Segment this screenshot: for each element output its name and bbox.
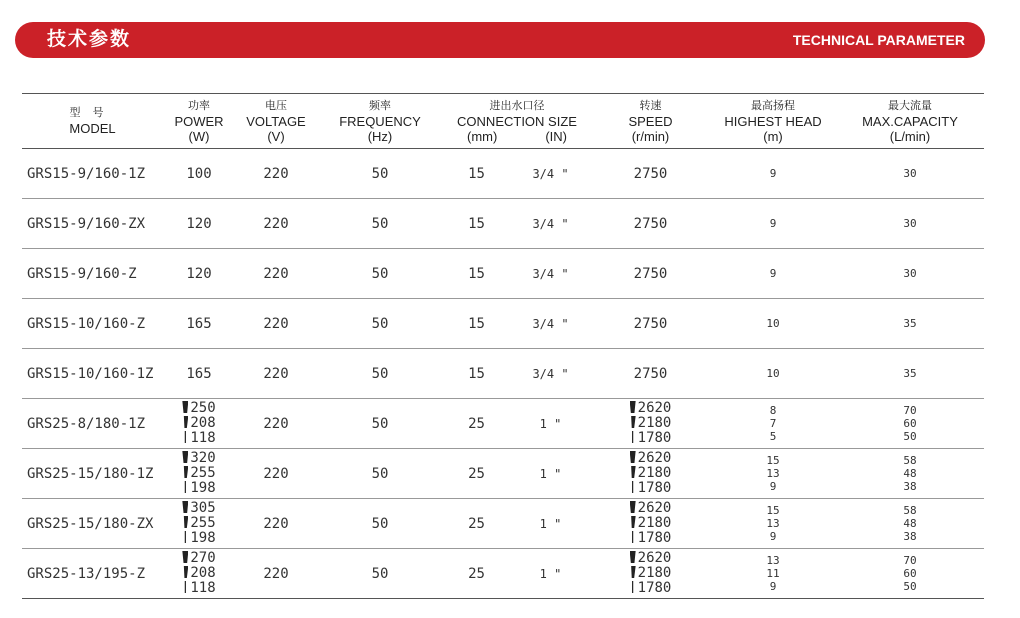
table-row <box>22 149 984 199</box>
table-header-row <box>22 94 984 149</box>
stack-value: 198 <box>190 530 216 546</box>
connection-mm-cell: 25 <box>468 565 485 582</box>
stack-value: 2620 <box>637 400 672 416</box>
speed-cell <box>591 449 710 499</box>
stack-line <box>630 566 672 581</box>
section-banner <box>15 22 985 58</box>
capacity-cell <box>836 549 984 599</box>
speed-level-icon <box>630 416 636 428</box>
connection-mm-cell: 25 <box>468 515 485 532</box>
speed-level-icon <box>182 581 188 593</box>
stack-line <box>766 567 779 580</box>
stack-value: 118 <box>190 580 216 596</box>
power-cell <box>163 449 235 499</box>
power-cell <box>163 499 235 549</box>
connection-mm-cell: 15 <box>468 365 485 382</box>
connection-inch-cell: 3/4 " <box>532 366 569 381</box>
stack-line <box>770 417 777 430</box>
stack-line <box>182 481 215 496</box>
power-cell: 165 <box>186 365 212 382</box>
voltage-cell: 220 <box>263 565 289 582</box>
capacity-cell: 35 <box>903 367 917 380</box>
connection-inch-cell: 3/4 " <box>532 216 569 231</box>
capacity-cell: 30 <box>903 167 917 180</box>
power-cell: 165 <box>186 315 212 332</box>
stack-line <box>182 566 215 581</box>
stack-value: 50 <box>903 580 917 593</box>
stack-line <box>630 516 672 531</box>
speed-level-icon <box>630 551 636 563</box>
stack-value: 13 <box>766 517 780 530</box>
header-model: 型号 MODEL <box>69 107 116 136</box>
connection-mm-cell: 25 <box>468 465 485 482</box>
voltage-cell: 220 <box>263 215 289 232</box>
stack-line <box>630 466 672 481</box>
table-row <box>22 349 984 399</box>
voltage-cell: 220 <box>263 365 289 382</box>
voltage-cell: 220 <box>263 415 289 432</box>
stack-line <box>182 416 215 431</box>
stack-value: 1780 <box>637 430 672 446</box>
connection-inch-cell: 1 " <box>539 516 562 531</box>
stack-line <box>903 417 916 430</box>
head-cell: 9 <box>769 217 777 230</box>
speed-level-icon <box>630 431 636 443</box>
stack-line <box>903 530 916 543</box>
speed-stack <box>630 401 672 446</box>
voltage-cell: 220 <box>263 315 289 332</box>
capacity-stack <box>903 504 916 543</box>
section-title-cn: 技术参数 <box>47 29 132 50</box>
stack-value: 48 <box>903 517 917 530</box>
stack-value: 15 <box>766 504 780 517</box>
speed-cell: 2750 <box>633 215 668 232</box>
stack-line <box>182 551 215 566</box>
stack-value: 13 <box>766 554 780 567</box>
table-row <box>22 299 984 349</box>
capacity-stack <box>903 554 916 593</box>
connection-inch-cell: 3/4 " <box>532 166 569 181</box>
speed-level-icon <box>182 416 188 428</box>
stack-line <box>766 554 779 567</box>
speed-cell <box>591 499 710 549</box>
stack-line <box>182 501 215 516</box>
frequency-cell: 50 <box>371 565 389 582</box>
frequency-cell: 50 <box>371 415 389 432</box>
stack-value: 48 <box>903 467 917 480</box>
connection-mm-cell: 25 <box>468 415 485 432</box>
stack-line <box>770 430 777 443</box>
header-max-capacity: 最大流量 MAX.CAPACITY (L/min) <box>862 99 958 144</box>
stack-value: 208 <box>190 415 216 431</box>
head-stack <box>770 404 777 443</box>
stack-line <box>182 466 215 481</box>
speed-cell <box>591 399 710 449</box>
frequency-cell: 50 <box>371 365 389 382</box>
stack-line <box>903 580 916 593</box>
capacity-cell: 35 <box>903 317 917 330</box>
stack-value: 250 <box>190 400 216 416</box>
stack-line <box>903 554 916 567</box>
stack-value: 70 <box>903 554 917 567</box>
speed-cell: 2750 <box>633 365 668 382</box>
model-cell: GRS25-13/195-Z <box>27 565 146 582</box>
model-cell: GRS15-9/160-Z <box>27 265 137 282</box>
stack-line <box>182 516 215 531</box>
header-connection-size: 进出水口径 CONNECTION SIZE (mm) (IN) <box>457 99 577 144</box>
connection-inch-cell: 1 " <box>539 566 562 581</box>
power-stack <box>182 401 215 446</box>
stack-value: 11 <box>766 567 780 580</box>
stack-value: 255 <box>190 465 216 481</box>
capacity-stack <box>903 404 916 443</box>
stack-value: 9 <box>769 480 777 493</box>
stack-line <box>182 431 215 446</box>
speed-level-icon <box>630 451 636 463</box>
stack-line <box>903 517 916 530</box>
stack-line <box>630 551 672 566</box>
voltage-cell: 220 <box>263 465 289 482</box>
model-cell: GRS25-8/180-1Z <box>27 415 146 432</box>
stack-value: 9 <box>769 580 777 593</box>
stack-value: 8 <box>769 404 777 417</box>
stack-line <box>630 501 672 516</box>
stack-line <box>903 504 916 517</box>
stack-line <box>766 517 779 530</box>
stack-line <box>182 531 215 546</box>
stack-line <box>630 451 672 466</box>
stack-line <box>766 467 779 480</box>
stack-value: 50 <box>903 430 917 443</box>
frequency-cell: 50 <box>371 215 389 232</box>
table-row <box>22 249 984 299</box>
stack-value: 70 <box>903 404 917 417</box>
power-stack <box>182 551 215 596</box>
head-cell: 10 <box>766 317 780 330</box>
speed-stack <box>630 551 672 596</box>
header-power: 功率 POWER (W) <box>174 99 224 144</box>
speed-level-icon <box>182 566 188 578</box>
speed-level-icon <box>182 551 188 563</box>
stack-value: 2620 <box>637 450 672 466</box>
power-cell: 120 <box>186 265 212 282</box>
model-cell: GRS15-9/160-ZX <box>27 215 146 232</box>
stack-value: 15 <box>766 454 780 467</box>
stack-line <box>770 404 777 417</box>
stack-value: 208 <box>190 565 216 581</box>
frequency-cell: 50 <box>371 265 389 282</box>
stack-value: 60 <box>903 417 917 430</box>
stack-line <box>630 416 672 431</box>
stack-value: 255 <box>190 515 216 531</box>
stack-value: 1780 <box>637 530 672 546</box>
speed-level-icon <box>182 481 188 493</box>
stack-value: 2180 <box>637 515 672 531</box>
connection-mm-cell: 15 <box>468 165 485 182</box>
stack-line <box>630 581 672 596</box>
stack-value: 305 <box>190 500 216 516</box>
speed-level-icon <box>182 466 188 478</box>
speed-level-icon <box>182 451 188 463</box>
speed-level-icon <box>182 431 188 443</box>
stack-value: 2180 <box>637 415 672 431</box>
stack-value: 5 <box>769 430 777 443</box>
speed-level-icon <box>630 481 636 493</box>
head-cell: 10 <box>766 367 780 380</box>
connection-inch-cell: 1 " <box>539 416 562 431</box>
connection-inch-cell: 1 " <box>539 466 562 481</box>
frequency-cell: 50 <box>371 315 389 332</box>
header-voltage: 电压 VOLTAGE (V) <box>246 99 306 144</box>
stack-line <box>182 401 215 416</box>
model-cell: GRS15-10/160-Z <box>27 315 146 332</box>
stack-value: 118 <box>190 430 216 446</box>
header-highest-head: 最高扬程 HIGHEST HEAD (m) <box>724 99 822 144</box>
head-cell: 9 <box>769 267 777 280</box>
speed-level-icon <box>630 466 636 478</box>
speed-level-icon <box>182 501 188 513</box>
stack-value: 1780 <box>637 580 672 596</box>
head-cell <box>710 499 836 549</box>
speed-cell: 2750 <box>633 265 668 282</box>
stack-value: 320 <box>190 450 216 466</box>
power-stack <box>182 501 215 546</box>
connection-inch-cell: 3/4 " <box>532 266 569 281</box>
head-cell <box>710 549 836 599</box>
speed-level-icon <box>182 401 188 413</box>
frequency-cell: 50 <box>371 465 389 482</box>
stack-value: 58 <box>903 504 917 517</box>
stack-line <box>903 430 916 443</box>
speed-level-icon <box>630 501 636 513</box>
power-cell <box>163 549 235 599</box>
stack-value: 13 <box>766 467 780 480</box>
head-stack <box>766 454 779 493</box>
stack-line <box>903 467 916 480</box>
head-cell: 9 <box>769 167 777 180</box>
technical-parameter-table <box>22 93 984 599</box>
stack-line <box>903 567 916 580</box>
stack-value: 270 <box>190 550 216 566</box>
header-frequency: 频率 FREQUENCY (Hz) <box>339 99 421 144</box>
stack-line <box>903 480 916 493</box>
stack-line <box>766 580 779 593</box>
speed-level-icon <box>630 531 636 543</box>
speed-cell <box>591 549 710 599</box>
model-cell: GRS25-15/180-ZX <box>27 515 154 532</box>
speed-stack <box>630 451 672 496</box>
stack-line <box>630 431 672 446</box>
connection-mm-cell: 15 <box>468 265 485 282</box>
head-cell <box>710 399 836 449</box>
power-stack <box>182 451 215 496</box>
capacity-cell <box>836 499 984 549</box>
stack-line <box>182 451 215 466</box>
table-row <box>22 199 984 249</box>
stack-line <box>630 531 672 546</box>
capacity-cell: 30 <box>903 267 917 280</box>
speed-level-icon <box>630 401 636 413</box>
stack-line <box>182 581 215 596</box>
power-cell <box>163 399 235 449</box>
head-stack <box>766 504 779 543</box>
speed-level-icon <box>182 531 188 543</box>
voltage-cell: 220 <box>263 515 289 532</box>
section-title-en: TECHNICAL PARAMETER <box>792 32 965 48</box>
model-cell: GRS15-9/160-1Z <box>27 165 146 182</box>
stack-value: 58 <box>903 454 917 467</box>
stack-value: 1780 <box>637 480 672 496</box>
model-cell: GRS25-15/180-1Z <box>27 465 154 482</box>
capacity-cell <box>836 399 984 449</box>
stack-value: 2180 <box>637 465 672 481</box>
stack-value: 198 <box>190 480 216 496</box>
stack-line <box>903 454 916 467</box>
stack-line <box>766 480 779 493</box>
stack-line <box>766 530 779 543</box>
speed-level-icon <box>630 581 636 593</box>
head-cell <box>710 449 836 499</box>
stack-value: 2180 <box>637 565 672 581</box>
stack-value: 9 <box>769 530 777 543</box>
stack-line <box>630 481 672 496</box>
table-row <box>22 399 984 449</box>
stack-line <box>903 404 916 417</box>
speed-cell: 2750 <box>633 165 668 182</box>
capacity-cell <box>836 449 984 499</box>
speed-level-icon <box>182 516 188 528</box>
table-row <box>22 549 984 599</box>
capacity-cell: 30 <box>903 217 917 230</box>
stack-line <box>766 504 779 517</box>
speed-level-icon <box>630 566 636 578</box>
stack-value: 2620 <box>637 550 672 566</box>
power-cell: 100 <box>186 165 212 182</box>
head-stack <box>766 554 779 593</box>
connection-inch-cell: 3/4 " <box>532 316 569 331</box>
stack-value: 38 <box>903 530 917 543</box>
model-cell: GRS15-10/160-1Z <box>27 365 154 382</box>
connection-mm-cell: 15 <box>468 215 485 232</box>
table-row <box>22 449 984 499</box>
stack-line <box>766 454 779 467</box>
stack-value: 38 <box>903 480 917 493</box>
stack-value: 60 <box>903 567 917 580</box>
stack-value: 2620 <box>637 500 672 516</box>
speed-stack <box>630 501 672 546</box>
stack-line <box>630 401 672 416</box>
header-speed: 转速 SPEED (r/min) <box>628 99 673 144</box>
speed-cell: 2750 <box>633 315 668 332</box>
voltage-cell: 220 <box>263 265 289 282</box>
frequency-cell: 50 <box>371 165 389 182</box>
capacity-stack <box>903 454 916 493</box>
connection-mm-cell: 15 <box>468 315 485 332</box>
speed-level-icon <box>630 516 636 528</box>
frequency-cell: 50 <box>371 515 389 532</box>
stack-value: 7 <box>769 417 777 430</box>
table-row <box>22 499 984 549</box>
power-cell: 120 <box>186 215 212 232</box>
voltage-cell: 220 <box>263 165 289 182</box>
